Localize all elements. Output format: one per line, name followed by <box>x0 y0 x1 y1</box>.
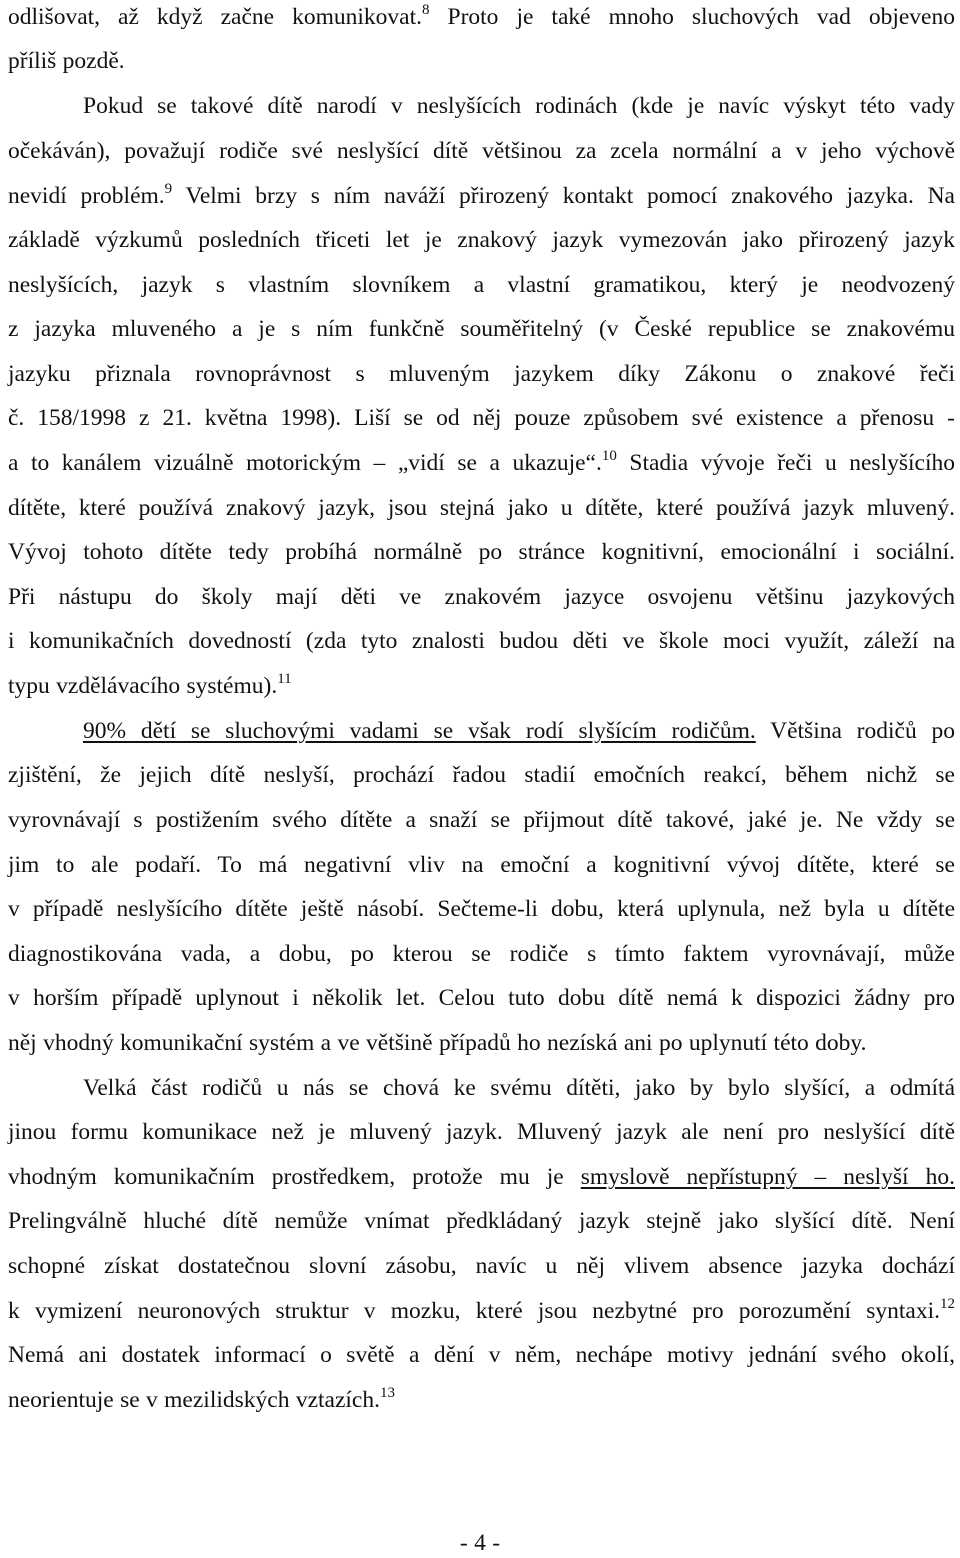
footnote-ref: 8 <box>422 2 430 18</box>
footnote-ref: 12 <box>940 1296 955 1312</box>
text-line: i komunikačních dovedností (zda tyto znalosti budou děti ve škole moci využít, záleží na <box>8 628 955 654</box>
footnote-ref: 13 <box>380 1385 395 1401</box>
footnote-ref: 9 <box>164 181 173 197</box>
text-line: jazyku přiznala rovnoprávnost s mluveným jazykem díky Zákonu o znakové řeči <box>8 361 955 387</box>
page-number: - 4 - <box>459 1530 501 1556</box>
footnote-ref: 11 <box>277 671 292 687</box>
text-line: a to kanálem vizuálně motorickým – „vidí se a ukazuje“.$^{10}$ Stadia vývoje řeči u neslyšícího <box>8 448 955 476</box>
text-line: č. 158/1998 z 21. května 1998). Liší se od něj pouze způsobem své existence a přenosu - <box>8 405 955 431</box>
text-line: dítěte, které používá znakový jazyk, jsou stejná jako u dítěte, které používá jazyk mluvený. <box>8 495 955 521</box>
text-line: Prelingválně hluché dítě nemůže vnímat předkládaný jazyk stejně jako slyšící dítě. Není <box>8 1208 955 1234</box>
text-line: očekáván), považují rodiče své neslyšící dítě většinou za zcela normální a v jeho výchově <box>8 138 955 164</box>
footnote-ref: 10 <box>601 448 617 464</box>
text-line: nevidí problém.$^9$ Velmi brzy s ním naváží přirozený kontakt pomocí znakového jazyka. Na <box>8 181 955 209</box>
text-line: k vymizení neuronových struktur v mozku, které jsou nezbytné pro porozumění syntaxi.$^{12}$ <box>8 1296 955 1324</box>
text-line: Nemá ani dostatek informací o světě a dění v něm, nechápe motivy jednání svého okolí, <box>8 1342 955 1368</box>
text-line: v případě neslyšícího dítěte ještě násobí. Sečteme-li dobu, která uplynula, než byla u dítěte <box>8 896 955 922</box>
paragraph-first-line: Velká část rodičů u nás se chová ke svému dítěti, jako by bylo slyšící, a odmítá <box>83 1075 955 1101</box>
text-line: v horším případě uplynout i několik let. Celou tuto dobu dítě nemá k dispozici žádny pro <box>8 985 955 1011</box>
text-line: neslyšících, jazyk s vlastním slovníkem a vlastní gramatikou, který je neodvozený <box>8 272 955 298</box>
text-line: něj vhodný komunikační systém a ve většině případů ho nezíská ani po uplynutí této doby. <box>8 1030 867 1056</box>
text-line: základě výzkumů posledních třiceti let je znakový jazyk vymezován jako přirozený jazyk <box>8 227 955 253</box>
text-line: z jazyka mluveného a je s ním funkčně souměřitelný (v České republice se znakovému <box>8 316 955 342</box>
underlined-text: smyslově nepřístupný – neslyší ho. <box>580 1164 955 1190</box>
text-line: typu vzdělávacího systému).$^{11}$ <box>8 671 292 699</box>
text-line: vyrovnávají s postižením svého dítěte a snaží se přijmout dítě takové, jaké je. Ne vždy se <box>8 807 955 833</box>
text-line: jinou formu komunikace než je mluvený jazyk. Mluvený jazyk ale není pro neslyšící dítě <box>8 1119 955 1145</box>
text-line: neorientuje se v mezilidských vztazích.$^{13}$ <box>8 1385 395 1413</box>
paragraph-first-line: 90% dětí se sluchovými vadami se však rodí slyšícím rodičům. Většina rodičů po <box>83 718 955 744</box>
text-line: diagnostikována vada, a dobu, po kterou se rodiče s tímto faktem vyrovnávají, může <box>8 941 955 967</box>
text-line: Vývoj tohoto dítěte tedy probíhá normálně po stránce kognitivní, emocionální i sociální. <box>8 539 955 565</box>
text-line: schopné získat dostatečnou slovní zásobu, navíc u něj vlivem absence jazyka dochází <box>8 1253 955 1279</box>
text-line: příliš pozdě. <box>8 48 125 74</box>
text-line: zjištění, že jejich dítě neslyší, prochází řadou stadií emočních reakcí, během nichž se <box>8 762 955 788</box>
text-line: vhodným komunikačním prostředkem, protože mu je smyslově nepřístupný – neslyší ho. <box>8 1164 955 1190</box>
paragraph-first-line: Pokud se takové dítě narodí v neslyšících rodinách (kde je navíc výskyt této vady <box>83 93 955 119</box>
underlined-text: 90% dětí se sluchovými vadami se však rodí slyšícím rodičům. <box>83 718 756 744</box>
text-line: Při nástupu do školy mají děti ve znakovém jazyce osvojenu většinu jazykových <box>8 584 955 610</box>
text-line: odlišovat, až když začne komunikovat.$^8$ Proto je také mnoho sluchových vad objeveno <box>8 2 955 30</box>
text-line: jim to ale podaří. To má negativní vliv na emoční a kognitivní vývoj dítěte, které se <box>8 852 955 878</box>
